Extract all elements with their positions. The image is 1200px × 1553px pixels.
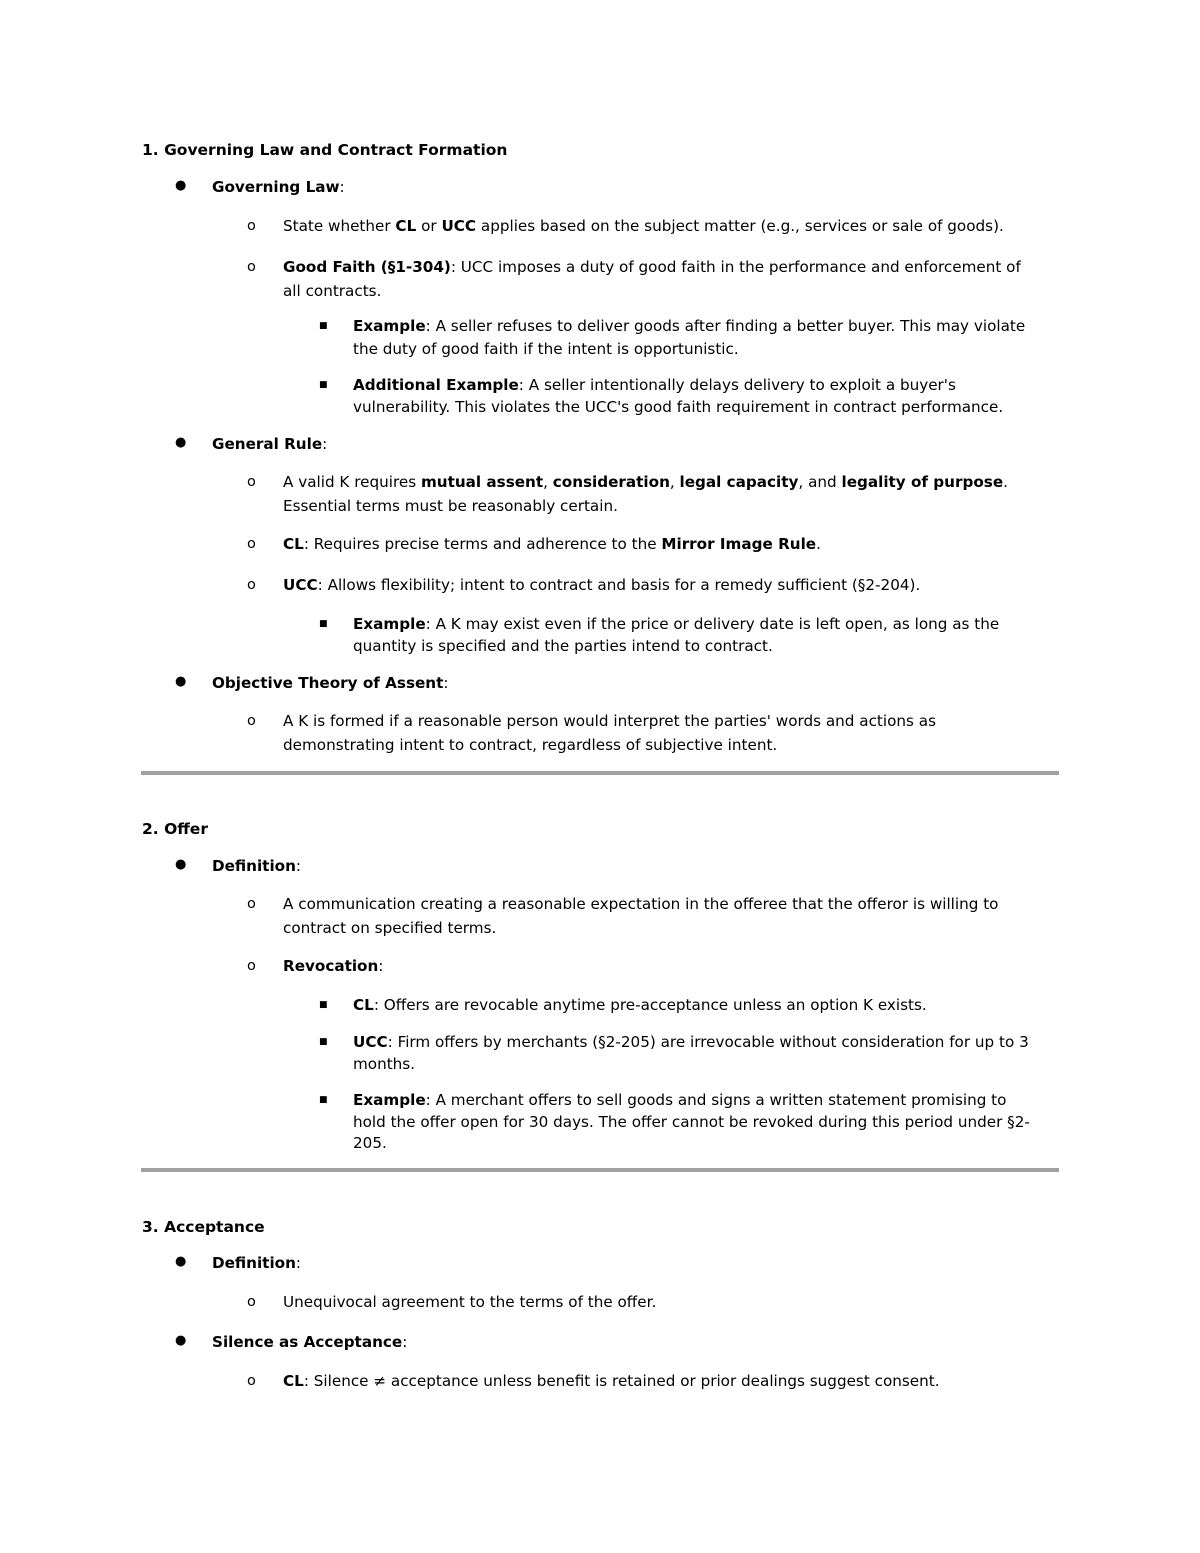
general-rule-item (212, 434, 327, 454)
section-2-heading: 2. Offer (142, 820, 208, 838)
example-line-2: the duty of good faith if the intent is opportunistic. (353, 340, 739, 358)
text: State whether (283, 217, 396, 235)
text: , (669, 473, 680, 491)
circle-marker: o (247, 958, 256, 974)
circle-marker: o (247, 259, 256, 275)
text: : Offers are revocable anytime pre-acceptance unless an option K exists. (373, 996, 927, 1014)
general-rule-label: General Rule (212, 435, 323, 453)
revocation-ucc-item (353, 1032, 1029, 1052)
cl-term: CL (395, 217, 417, 235)
circle-marker: o (247, 218, 256, 234)
consideration-term: consideration (552, 473, 670, 491)
objective-theory-label: Objective Theory of Assent (212, 674, 444, 692)
square-marker: ■ (319, 380, 328, 390)
text: : Allows flexibility; intent to contract and basis for a remedy sufficient (§2-204). (317, 576, 921, 594)
square-marker: ■ (319, 1000, 328, 1010)
square-marker: ■ (319, 619, 328, 629)
text: : Requires precise terms and adherence to the (303, 535, 662, 553)
colon: : (339, 178, 345, 196)
silence-cl-item (283, 1371, 940, 1391)
objective-theory-text: A K is formed if a reasonable person would interpret the parties' words and actions as (283, 712, 936, 730)
silence-label: Silence as Acceptance (212, 1333, 403, 1351)
square-marker: ■ (319, 1095, 328, 1105)
silence-item (212, 1332, 407, 1352)
revocation-label: Revocation (283, 957, 379, 975)
text: , and (798, 473, 842, 491)
ucc-label: UCC (283, 576, 318, 594)
text: . (1003, 473, 1008, 491)
definition-item (212, 1253, 301, 1273)
section-3-heading: 3. Acceptance (142, 1218, 265, 1236)
example-line-2: hold the offer open for 30 days. The offer cannot be revoked during this period under §2- (353, 1113, 1030, 1131)
example-label: Example (353, 615, 426, 633)
circle-marker: o (247, 1294, 256, 1310)
colon: : (443, 674, 449, 692)
text: , (543, 473, 553, 491)
text: or (416, 217, 442, 235)
bullet-marker: ● (175, 1254, 187, 1269)
definition-label: Definition (212, 1254, 296, 1272)
acceptance-definition-text: Unequivocal agreement to the terms of the offer. (283, 1293, 657, 1311)
text: : A seller refuses to deliver goods after finding a better buyer. This may violate (425, 317, 1026, 335)
example-label: Example (353, 1091, 426, 1109)
legality-of-purpose-term: legality of purpose (841, 473, 1004, 491)
section-divider (141, 771, 1059, 775)
text: : A seller intentionally delays delivery to exploit a buyer's (518, 376, 956, 394)
example-item (353, 316, 1025, 336)
bullet-marker: ● (175, 435, 187, 450)
section-1-heading: 1. Governing Law and Contract Formation (142, 141, 508, 159)
circle-marker: o (247, 1373, 256, 1389)
colon: : (378, 957, 384, 975)
colon: : (402, 1333, 408, 1351)
offer-definition-line-2: contract on specified terms. (283, 919, 497, 937)
bullet-marker: ● (175, 1333, 187, 1348)
bullet-marker: ● (175, 857, 187, 872)
circle-marker: o (247, 577, 256, 593)
colon: : (322, 435, 328, 453)
ucc-rule-item (283, 575, 920, 595)
square-marker: ■ (319, 1037, 328, 1047)
example-item (353, 1090, 1006, 1110)
cl-label: CL (283, 535, 304, 553)
example-line-2: quantity is specified and the parties intend to contract. (353, 637, 773, 655)
circle-marker: o (247, 474, 256, 490)
colon: : (295, 1254, 302, 1272)
additional-example-label: Additional Example (353, 376, 519, 394)
valid-k-item (283, 472, 1008, 492)
revocation-item (283, 956, 383, 976)
objective-theory-item (212, 673, 449, 693)
ucc-term: UCC (441, 217, 477, 235)
good-faith-line-2: all contracts. (283, 282, 382, 300)
definition-label: Definition (212, 857, 296, 875)
legal-capacity-term: legal capacity (679, 473, 799, 491)
text: : UCC imposes a duty of good faith in the performance and enforcement of (450, 258, 1021, 276)
governing-law-item (212, 177, 345, 197)
colon: : (295, 857, 302, 875)
good-faith-item (283, 257, 1021, 277)
example-label: Example (353, 317, 426, 335)
example-line-3: 205. (353, 1134, 387, 1152)
revocation-cl-item (353, 995, 927, 1015)
square-marker: ■ (319, 321, 328, 331)
text: applies based on the subject matter (e.g., services or sale of goods). (476, 217, 1004, 235)
cl-label: CL (283, 1372, 304, 1390)
additional-example-line-2: vulnerability. This violates the UCC's good faith requirement in contract performance. (353, 398, 1004, 416)
bullet-marker: ● (175, 674, 187, 689)
text: . (816, 535, 821, 553)
section-divider (141, 1168, 1059, 1172)
revocation-ucc-line-2: months. (353, 1055, 416, 1073)
text: A valid K requires (283, 473, 421, 491)
mirror-image-rule-term: Mirror Image Rule (661, 535, 817, 553)
cl-rule-item (283, 534, 821, 554)
valid-k-line-2: Essential terms must be reasonably certain. (283, 497, 618, 515)
text: : A K may exist even if the price or delivery date is left open, as long as the (425, 615, 1000, 633)
governing-law-statement (283, 216, 1004, 236)
governing-law-label: Governing Law (212, 178, 340, 196)
definition-item (212, 856, 301, 876)
bullet-marker: ● (175, 178, 187, 193)
example-item (353, 614, 999, 634)
additional-example-item (353, 375, 956, 395)
text: : Firm offers by merchants (§2-205) are irrevocable without consideration for up to 3 (387, 1033, 1029, 1051)
offer-definition-text: A communication creating a reasonable expectation in the offeree that the offeror is willing to (283, 895, 999, 913)
circle-marker: o (247, 536, 256, 552)
objective-theory-line-2: demonstrating intent to contract, regardless of subjective intent. (283, 736, 778, 754)
ucc-label: UCC (353, 1033, 388, 1051)
circle-marker: o (247, 713, 256, 729)
mutual-assent-term: mutual assent (420, 473, 544, 491)
text: : Silence ≠ acceptance unless benefit is retained or prior dealings suggest consent. (303, 1372, 940, 1390)
good-faith-label: Good Faith (§1-304) (283, 258, 451, 276)
circle-marker: o (247, 896, 256, 912)
cl-label: CL (353, 996, 374, 1014)
text: : A merchant offers to sell goods and signs a written statement promising to (425, 1091, 1007, 1109)
